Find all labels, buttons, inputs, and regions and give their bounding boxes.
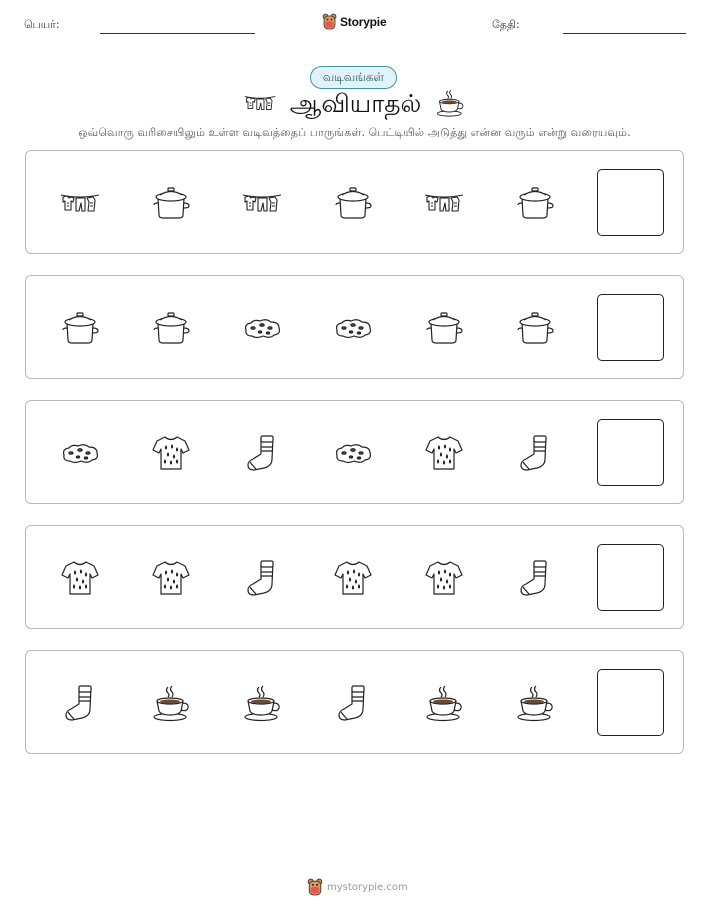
pattern-row — [25, 150, 684, 254]
sock-icon — [515, 433, 555, 473]
pattern-row — [25, 400, 684, 504]
answer-box[interactable] — [597, 669, 664, 736]
clothesline-icon — [244, 93, 276, 117]
pot-icon — [151, 183, 191, 223]
brand-name: Storypie — [340, 14, 387, 29]
sock-icon — [60, 683, 100, 723]
tshirt-icon — [151, 558, 191, 598]
pattern-row — [25, 650, 684, 754]
sock-icon — [242, 433, 282, 473]
instruction-text: ஒவ்வொரு வரிசையிலும் உள்ள வடிவத்தைப் பாருங்கள். பெட்டியில் அடுத்து என்ன வரும் என்று வரையவும். — [78, 126, 631, 139]
puddle-icon — [242, 308, 282, 348]
answer-box[interactable] — [597, 419, 664, 486]
tea-cup-icon — [242, 683, 282, 723]
bear-mascot-icon — [322, 13, 337, 30]
pattern-row — [25, 525, 684, 629]
puddle-icon — [333, 433, 373, 473]
page-title: ஆவியாதல் — [289, 88, 422, 118]
tshirt-icon — [424, 433, 464, 473]
clothesline-icon — [424, 183, 464, 223]
answer-box[interactable] — [597, 544, 664, 611]
name-label: பெயர்: — [24, 18, 60, 31]
sock-icon — [515, 558, 555, 598]
topic-badge: வடிவங்கள் — [310, 66, 397, 89]
pot-icon — [515, 183, 555, 223]
sock-icon — [242, 558, 282, 598]
clothesline-icon — [60, 183, 100, 223]
tshirt-icon — [333, 558, 373, 598]
puddle-icon — [333, 308, 373, 348]
tea-cup-icon — [424, 683, 464, 723]
footer — [307, 878, 408, 896]
pot-icon — [333, 183, 373, 223]
title-row — [0, 88, 709, 122]
clothesline-icon — [242, 183, 282, 223]
sock-icon — [333, 683, 373, 723]
tea-cup-icon — [435, 88, 465, 122]
tshirt-icon — [60, 558, 100, 598]
pot-icon — [60, 308, 100, 348]
name-line[interactable] — [100, 33, 255, 34]
pot-icon — [424, 308, 464, 348]
tshirt-icon — [424, 558, 464, 598]
date-line[interactable] — [563, 33, 686, 34]
tshirt-icon — [151, 433, 191, 473]
pattern-row — [25, 275, 684, 379]
answer-box[interactable] — [597, 294, 664, 361]
date-label: தேதி: — [492, 18, 520, 31]
bear-mascot-icon — [307, 878, 323, 896]
tea-cup-icon — [515, 683, 555, 723]
tea-cup-icon — [151, 683, 191, 723]
brand-logo — [322, 13, 386, 30]
answer-box[interactable] — [597, 169, 664, 236]
footer-url: mystorypie.com — [327, 881, 408, 893]
pot-icon — [151, 308, 191, 348]
puddle-icon — [60, 433, 100, 473]
pot-icon — [515, 308, 555, 348]
